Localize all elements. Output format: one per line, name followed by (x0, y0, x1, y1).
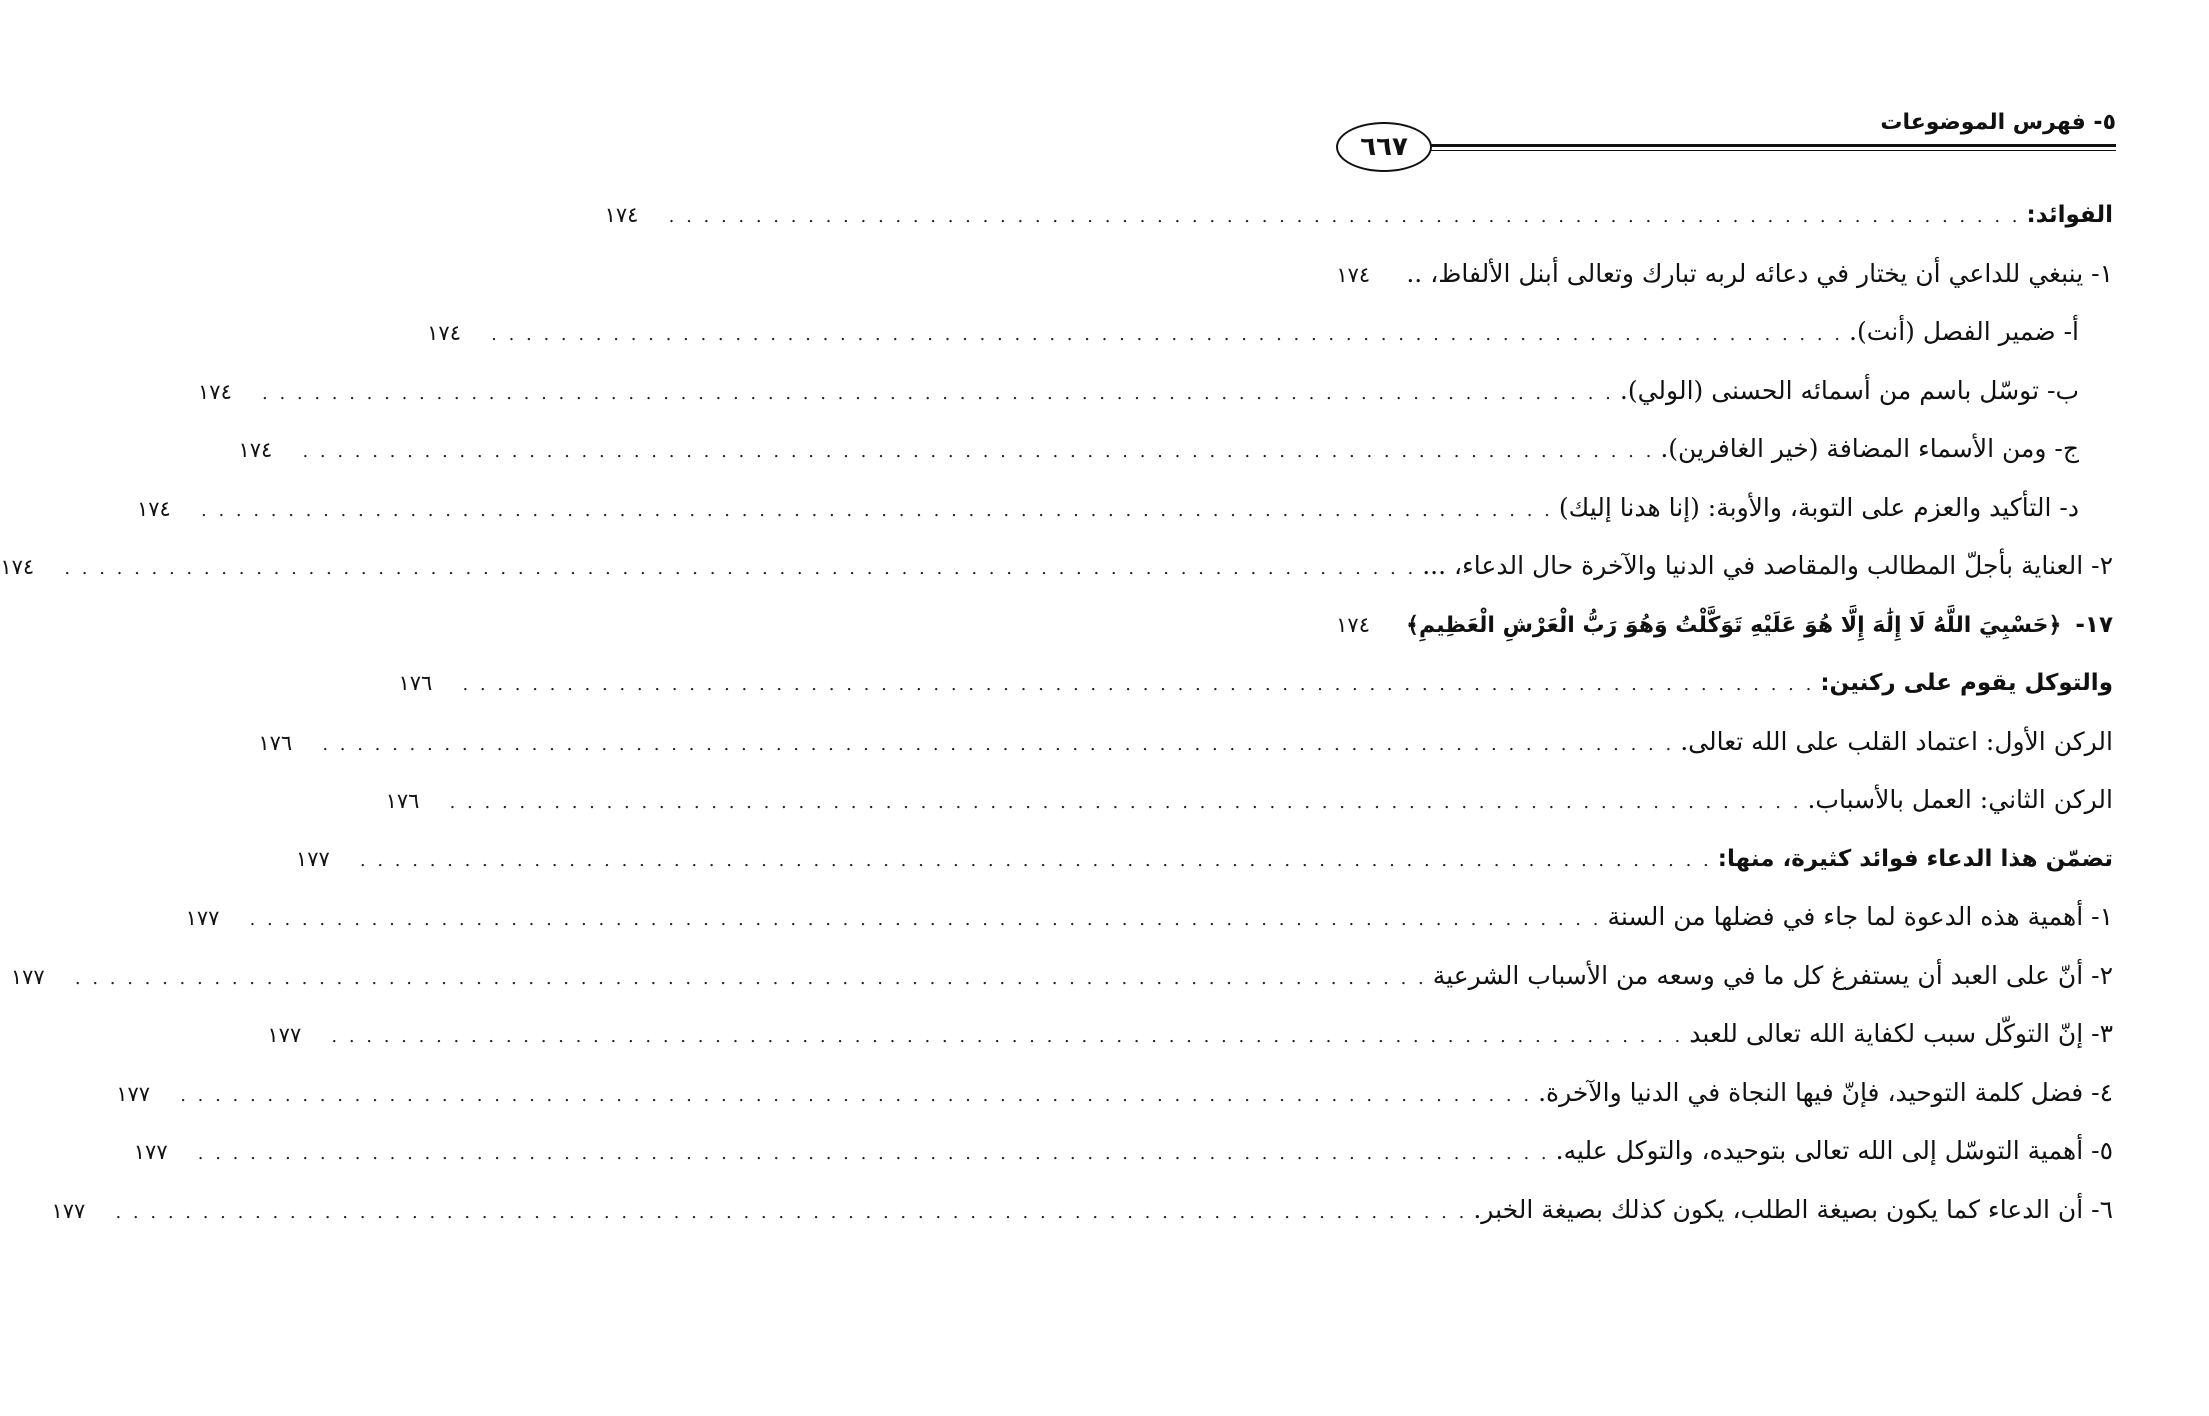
dot-leader: . . . . . . . . . . . . . . . . . . . . . . . . . . . . . . . . . . . . . . . . . . . . . . . . . . . . . . . . . . . . . . . . . . . . . . . . . . . . . . (201, 499, 1553, 521)
header-rule-thin (1420, 150, 2116, 151)
toc-entry-text: ١- أهمية هذه الدعوة لما جاء في فضلها من السنة (1607, 902, 2113, 931)
dot-leader: . . . . . . . . . . . . . . . . . . . . . . . . . . . . . . . . . . . . . . . . . . . . . . . . . . . . . . . . . . . . . . . . . . . . . . . . . . . . . . (64, 558, 1417, 579)
toc-entry-title (1556, 1122, 2113, 1181)
toc-entry-text: تضمّن هذا الدعاء فوائد كثيرة، منها: (1717, 845, 2113, 872)
toc-entry-title (1807, 771, 2113, 830)
toc-entry-text: ٢- العناية بأجلّ المطالب والمقاصد في الدنيا والآخرة حال الدعاء، ... (1422, 551, 2113, 580)
section-title: ٥- فهرس الموضوعات (1880, 110, 2116, 135)
dot-leader: . . . . . . . . . . . . . . . . . . . . . . . . . . . . . . . . . . . . . . . . . . . . . . . . . . . . . . . . . . . . . . . . . . . . . . . . . . . . . . (262, 382, 1614, 404)
toc-entry-text: ٦- أن الدعاء كما يكون بصيغة الطلب، يكون كذلك بصيغة الخبر. (1473, 1194, 2113, 1224)
toc-entry-title (1718, 830, 2113, 889)
toc-entry-title (1538, 1064, 2113, 1123)
toc-entry (185, 888, 2113, 947)
toc-entry-text: أ- ضمير الفصل (أنت). (1849, 317, 2079, 346)
toc-entry-page: ١٧٧ (133, 1140, 168, 1164)
toc-entry-page: ١٧٤ (427, 321, 461, 345)
dot-leader: . . . . . . . . . . . . . . . . . . . . . . . . . . . . . . . . . . . . . . . . . . . . . . . . . . . . . . . . . . . . . . . . . . . . . . . . . . . . . . (249, 909, 1602, 930)
toc-entry (198, 362, 2113, 421)
toc-entry-text: الركن الثاني: العمل بالأسباب. (1807, 785, 2113, 814)
toc-entry (385, 771, 2113, 830)
toc-entry-title (1473, 1181, 2113, 1240)
toc-entry-page: ١٧٧ (51, 1198, 86, 1223)
toc-entry (604, 186, 2113, 245)
toc-entry (295, 830, 2113, 889)
header-rule (1420, 144, 2116, 147)
toc-entry (1336, 596, 2113, 655)
dot-leader: . . . . . . . . . . . . . . . . . . . . . . . . . . . . . . . . . . . . . . . . . . . . . . . . . . . . . . . . . . . . . . . . . . . . . . . . . . . . . . (74, 967, 1427, 989)
toc-entry-page: ١٧٧ (116, 1081, 151, 1106)
dot-leader: . . . . . . . . . . . . . . . . . . . . . . . . . . . . . . . . . . . . . . . . . . . . . . . . . . . . . . . . . . . . . . . . . . . . . . . . . . . . . . (462, 674, 1815, 695)
toc-entry-page: ١٧٤ (0, 555, 35, 579)
dot-leader: . . . . . . . . . . . . . . . . . . . . . . . . . . . . . . . . . . . . . . . . . . . . . . . . . . . . . . . . . . . . . . . . . . . . . . . . . . . . . . (322, 733, 1675, 755)
toc-entry (1336, 245, 2113, 304)
toc-entry-text: الفوائد: (2026, 202, 2113, 228)
toc-entry-text: ب- توسّل باسم من أسمائه الحسنى (الولي). (1619, 375, 2079, 405)
toc-entry-text: ٢- أنّ على العبد أن يستفرغ كل ما في وسعه من الأسباب الشرعية (1432, 960, 2113, 990)
dot-leader: . . . . . . . . . . . . . . . . . . . . . . . . . . . . . . . . . . . . . . . . . . . . . . . . . . . . . . . . . . . . . . . . . . . . . . . . . . . . . . (491, 324, 1844, 345)
toc-entry-title (1680, 713, 2113, 772)
toc-entry (267, 1005, 2113, 1064)
toc-entry-number: ١٧- (2075, 611, 2113, 638)
toc-entry-title (1620, 362, 2113, 421)
dot-leader: . . . . . . . . . . . . . . . . . . . . . . . . . . . . . . . . . . . . . . . . . . . . . . . . . . . . . . . . . . . . . . . . . . . . . . . . . . . . . . (197, 1143, 1550, 1164)
dot-leader: . . . . . . . . . . . . . . . . . . . . . . . . . . . . . . . . . . . . . . . . . . . . . . . . . . . . . . . . . . . . . . . . . . . . . . . . . . . . . . (180, 1084, 1533, 1106)
dot-leader: . . . . . . . . . . . . . . . . . . . . . . . . . . . . . . . . . . . . . . . . . . . . . . . . . . . . . . . . . . . . . . . . . . . . . . . . . . . . . . (449, 792, 1802, 813)
toc-entry-page: ١٧٤ (604, 203, 639, 227)
toc-entry-title (1559, 479, 2113, 538)
toc-entry-page: ١٧٧ (295, 846, 330, 871)
toc-entry-title (1849, 303, 2113, 362)
toc-entry-page: ١٧٧ (267, 1023, 302, 1047)
toc-entry-title (1820, 654, 2113, 713)
toc-entry (238, 420, 2113, 479)
dot-leader: . . . . . . . . . . . . . . . . . . . . . . . . . . . . . . . . . . . . . . . . . . . . . . . . . . . . . . . . . . . . . . . . . . . . . . . . . . . . . . (359, 849, 1712, 871)
toc-entry-text: ج- ومن الأسماء المضافة (خير الغافرين). (1660, 434, 2079, 463)
toc-entry-page: ١٧٦ (258, 730, 293, 755)
toc-entry-text: ﴿حَسْبِيَ اللَّهُ لَا إِلَٰهَ إِلَّا هُوَ عَلَيْهِ تَوَكَّلْتُ وَهُوَ رَبُّ الْعَرْشِ الْعَظِيمِ﴾ (1406, 612, 2062, 638)
toc-entry-title (2027, 186, 2114, 245)
toc-entry (137, 479, 2113, 538)
toc-entry-title (1406, 245, 2113, 304)
toc-entry (51, 1181, 2113, 1240)
toc-entry (427, 303, 2113, 362)
toc-entry-text: ٤- فضل كلمة التوحيد، فإنّ فيها النجاة في الدنيا والآخرة. (1538, 1077, 2113, 1107)
toc-entry-page: ١٧٤ (198, 379, 232, 404)
toc-entry-page: ١٧٦ (398, 671, 433, 695)
toc-entry (0, 537, 2113, 596)
toc-entry (398, 654, 2113, 713)
toc-entry-page: ١٧٦ (385, 789, 420, 813)
toc-entry-page: ١٧٧ (185, 906, 220, 930)
toc-entry-text: ١- ينبغي للداعي أن يختار في دعائه لربه تبارك وتعالى أبنل الألفاظ، .. (1406, 258, 2113, 288)
toc-entry-text: والتوكل يقوم على ركنين: (1820, 670, 2113, 696)
toc-entry-page: ١٧٧ (10, 964, 45, 989)
toc-entry-title (1607, 888, 2113, 947)
dot-leader: . . . . . . . . . . . . . . . . . . . . . . . . . . . . . . . . . . . . . . . . . . . . . . . . . . . . . . . . . . . . . . . . . . . . . . . . . . . . . . (668, 206, 2021, 227)
toc-entry (116, 1064, 2113, 1123)
page-number: ٦٦٧ (1336, 122, 1432, 172)
toc-entry-text: د- التأكيد والعزم على التوبة، والأوبة: (إنا هدنا إليك) (1558, 492, 2079, 522)
toc-entry-page: ١٧٤ (1336, 262, 1371, 287)
page-header (1336, 108, 2116, 180)
table-of-contents (0, 186, 2113, 1239)
toc-entry-title (1689, 1005, 2113, 1064)
toc-entry-page: ١٧٤ (137, 496, 171, 521)
toc-entry (133, 1122, 2113, 1181)
dot-leader: . . . . . . . . . . . . . . . . . . . . . . . . . . . . . . . . . . . . . . . . . . . . . . . . . . . . . . . . . . . . . . . . . . . . . . . . . . . . . . (302, 441, 1655, 462)
dot-leader: . . . . . . . . . . . . . . . . . . . . . . . . . . . . . . . . . . . . . . . . . . . . . . . . . . . . . . . . . . . . . . . . . . . . . . . . . . . . . . (115, 1201, 1468, 1223)
toc-entry-title (1406, 596, 2113, 656)
toc-entry-text: ٣- إنّ التوكّل سبب لكفاية الله تعالى للعبد (1689, 1019, 2113, 1048)
dot-leader: . . . . . . . . . . . . . . . . . . . . . . . . . . . . . . . . . . . . . . . . . . . . . . . . . . . . . . . . . . . . . . . . . . . . . . . . . . . . . . (331, 1026, 1684, 1047)
toc-entry (10, 947, 2113, 1006)
toc-entry-text: ٥- أهمية التوسّل إلى الله تعالى بتوحيده، والتوكل عليه. (1555, 1136, 2113, 1165)
toc-entry-title (1422, 537, 2113, 596)
toc-entry-text: الركن الأول: اعتماد القلب على الله تعالى. (1680, 726, 2113, 756)
toc-entry (258, 713, 2113, 772)
toc-entry-page: ١٧٤ (1336, 612, 1370, 637)
toc-entry-title (1433, 947, 2113, 1006)
toc-entry-title (1660, 420, 2113, 479)
toc-entry-page: ١٧٤ (238, 438, 273, 462)
